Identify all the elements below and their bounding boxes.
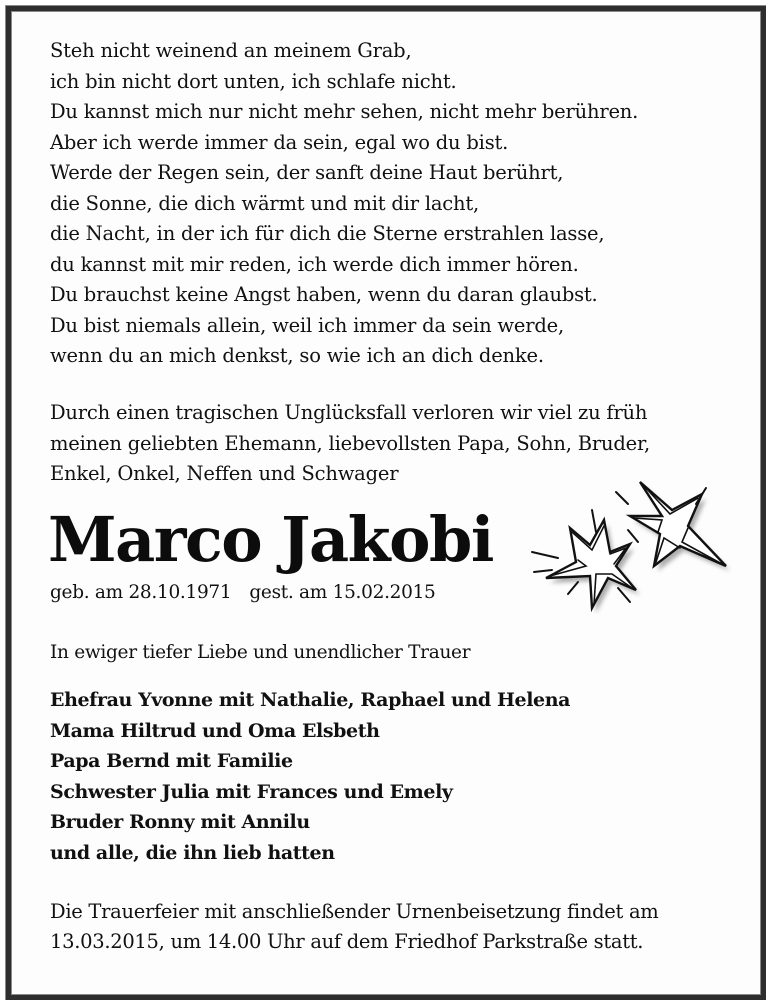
ceremony-line: Die Trauerfeier mit anschließender Urnenbeisetzung findet am — [50, 900, 659, 923]
poem — [50, 36, 638, 372]
poem-line: du kannst mit mir reden, ich werde dich immer hören. — [50, 252, 579, 276]
poem-line: Werde der Regen sein, der sanft deine Haut berührt, — [50, 161, 564, 184]
poem-line: wenn du an mich denkst, so wie ich an dich denke. — [50, 344, 544, 367]
intro-line: Durch einen tragischen Unglücksfall verloren wir viel zu früh — [50, 401, 648, 424]
mourning-line: In ewiger tiefer Liebe und unendlicher Trauer — [50, 642, 471, 663]
family-member: und alle, die ihn lieb hatten — [50, 841, 335, 864]
intro-line: meinen geliebten Ehemann, liebevollsten Papa, Sohn, Bruder, — [50, 431, 650, 455]
poem-line: Steh nicht weinend an meinem Grab, — [50, 39, 412, 62]
life-dates — [50, 580, 436, 606]
intro-line: Enkel, Onkel, Neffen und Schwager — [50, 462, 399, 485]
death-date: gest. am 15.02.2015 — [249, 582, 436, 603]
funeral-ceremony-info — [50, 897, 658, 957]
poem-line: die Sonne, die dich wärmt und mit dir lacht, — [50, 191, 480, 215]
poem-line: ich bin nicht dort unten, ich schlafe nicht. — [50, 69, 457, 93]
birth-date: geb. am 28.10.1971 — [50, 582, 232, 603]
ceremony-line: 13.03.2015, um 14.00 Uhr auf dem Friedhof Parkstraße statt. — [50, 930, 644, 953]
family-member: Bruder Ronny mit Annilu — [50, 811, 310, 833]
family-member: Schwester Julia mit Frances und Emely — [50, 780, 453, 803]
poem-line: Du bist niemals allein, weil ich immer da sein werde, — [50, 313, 564, 337]
poem-line: die Nacht, in der ich für dich die Sterne erstrahlen lasse, — [50, 222, 605, 245]
family-member: Ehefrau Yvonne mit Nathalie, Raphael und Helena — [50, 689, 571, 711]
two-stars-icon — [520, 470, 750, 620]
family-member: Papa Bernd mit Familie — [50, 750, 293, 772]
poem-line: Du brauchst keine Angst haben, wenn du daran glaubst. — [50, 283, 598, 306]
poem-line: Aber ich werde immer da sein, egal wo du bist. — [50, 130, 509, 154]
family-member: Mama Hiltrud und Oma Elsbeth — [50, 719, 380, 742]
poem-line: Du kannst mich nur nicht mehr sehen, nicht mehr berühren. — [50, 100, 639, 123]
deceased-name: Marco Jakobi — [48, 503, 493, 576]
family-signatories — [50, 685, 570, 868]
